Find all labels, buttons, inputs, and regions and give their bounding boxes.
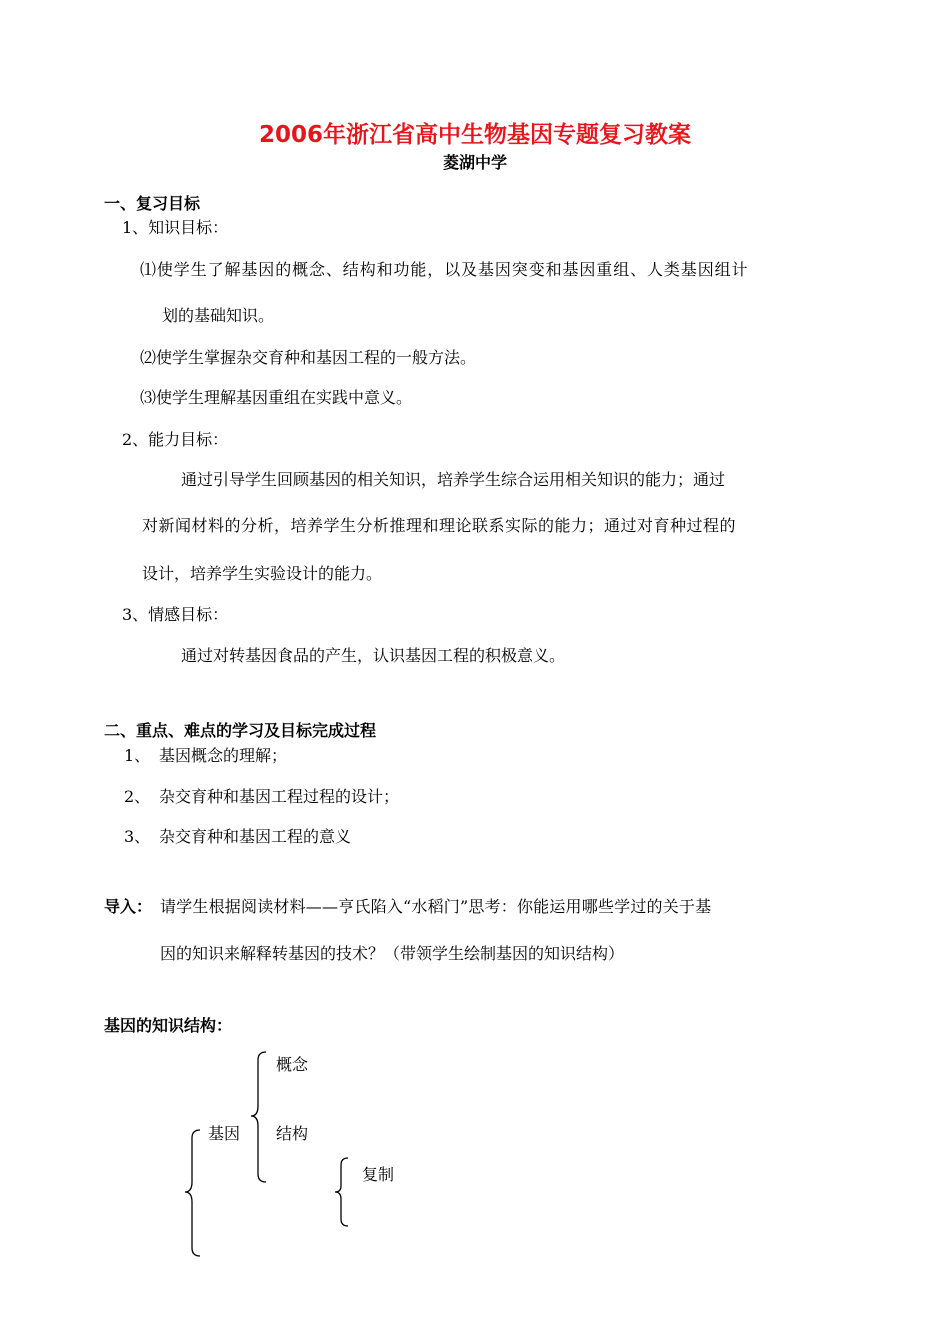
intro-label: 导入：	[104, 897, 153, 916]
outer-brace	[185, 1130, 200, 1256]
structure-concept: 概念	[276, 1055, 309, 1074]
key-point-1-number: 1、	[124, 746, 151, 765]
emotion-goal-line-1: 通过对转基因食品的产生，认识基因工程的积极意义。	[181, 646, 566, 665]
ability-goal-line-1: 通过引导学生回顾基因的相关知识，培养学生综合运用相关知识的能力；通过	[181, 470, 726, 489]
key-point-2-number: 2、	[124, 787, 151, 806]
key-point-3-number: 3、	[124, 827, 151, 846]
document-title: 2006年浙江省高中生物基因专题复习教案	[258, 122, 691, 148]
section2-heading: 二、重点、难点的学习及目标完成过程	[104, 721, 377, 740]
key-point-3-text: 杂交育种和基因工程的意义	[159, 827, 352, 846]
section1-heading: 一、复习目标	[104, 194, 201, 213]
knowledge-item-2: ⑵使学生掌握杂交育种和基因工程的一般方法。	[140, 348, 477, 367]
structure-root-gene: 基因	[208, 1124, 241, 1143]
intro-line-1: 请学生根据阅读材料——亨氏陷入“水稻门”思考：你能运用哪些学过的关于基	[160, 897, 712, 916]
knowledge-item-3: ⑶使学生理解基因重组在实践中意义。	[140, 388, 413, 407]
function-brace	[335, 1158, 348, 1226]
key-point-2-text: 杂交育种和基因工程过程的设计；	[159, 787, 400, 806]
emotion-goal-label: 3、情感目标：	[122, 605, 229, 624]
knowledge-item-1-line-2: 划的基础知识。	[162, 306, 275, 325]
structure-heading: 基因的知识结构：	[104, 1016, 233, 1035]
ability-goal-label: 2、能力目标：	[122, 430, 229, 449]
structure-replication: 复制	[362, 1165, 395, 1184]
knowledge-goal-label: 1、知识目标：	[122, 218, 229, 237]
knowledge-item-1-line-1: ⑴使学生了解基因的概念、结构和功能，以及基因突变和基因重组、人类基因组计	[140, 260, 749, 279]
structure-structure: 结构	[276, 1124, 309, 1143]
intro-line-2: 因的知识来解释转基因的技术？（带领学生绘制基因的知识结构）	[160, 944, 625, 963]
school-name: 菱湖中学	[442, 153, 507, 172]
gene-brace	[251, 1052, 266, 1182]
ability-goal-line-2: 对新闻材料的分析，培养学生分析推理和理论联系实际的能力；通过对育种过程的	[142, 516, 737, 535]
ability-goal-line-3: 设计，培养学生实验设计的能力。	[142, 564, 383, 583]
key-point-1-text: 基因概念的理解；	[159, 746, 288, 765]
